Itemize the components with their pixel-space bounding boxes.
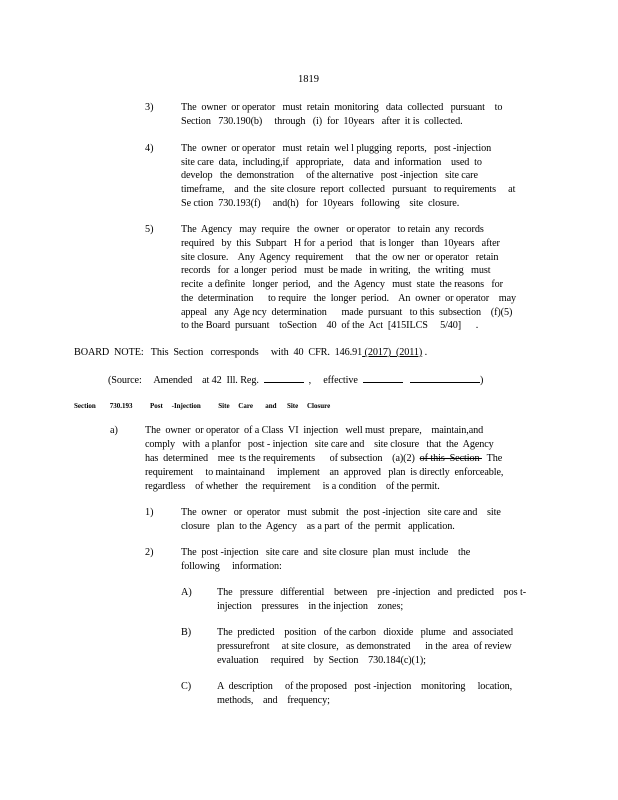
subsection-a-line: regardless of whether the requirement is a condition of the permit. [145, 481, 440, 492]
source-note: (Source: Amended at 42 Ill. Reg. , effective ) [108, 375, 484, 386]
source-blank-3 [410, 373, 480, 383]
board-note-end: . [422, 347, 428, 358]
subsection-a-line3-start: has determined mee ts the requirements of subsection (a)(2) [145, 453, 420, 464]
item-5-line: recite a definite longer period, and the Agency must state the reasons for [181, 279, 503, 290]
item-A-line: injection pressures in the injection zones; [217, 601, 404, 612]
source-close: ) [480, 375, 484, 386]
item-5-line: the determination to require the longer period. An owner or operator may [181, 293, 517, 304]
item-4-line: The owner or operator must retain wel l plugging reports, post -injection [181, 143, 492, 154]
subsection-a-line: comply with a planfor post - injection site care and site closure that the Agency [145, 439, 494, 450]
board-note-label: BOARD NOTE: [74, 347, 144, 358]
item-C-line: A description of the proposed post -injection monitoring location, [217, 681, 513, 692]
item-4-line: site care data, including,if appropriate, data and information used to [181, 157, 482, 168]
item-C-marker: C) [181, 681, 192, 692]
page-number: 1819 [298, 74, 319, 85]
item-a2-marker: 2) [145, 547, 154, 558]
item-B-line: The predicted position of the carbon dioxide plume and associated [217, 627, 514, 638]
source-effective: effective [323, 375, 358, 386]
item-5-line: The Agency may require the owner or operator to retain any records [181, 224, 484, 235]
board-note [74, 347, 427, 359]
item-4-line: develop the demonstration of the alternative post -injection site care [181, 170, 478, 181]
item-4-line: timeframe, and the site closure report collected pursuant to requirements at [181, 184, 516, 195]
item-B-marker: B) [181, 627, 192, 638]
item-A-marker: A) [181, 587, 192, 598]
item-5-line: records for a longer period must be made in writing, the writing must [181, 265, 491, 276]
subsection-a-line: requirement to maintainand implement an approved plan is directly enforceable, [145, 467, 504, 478]
item-5-line: to the Board pursuant toSection 40 of the Act [415ILCS 5/40] . [181, 320, 479, 331]
source-open: (Source: Amended at 42 Ill. Reg. [108, 375, 259, 386]
item-a1-line: closure plan to the Agency as a part of the permit application. [181, 521, 455, 532]
item-B-line: pressurefront at site closure, as demonstrated in the area of review [217, 641, 512, 652]
subsection-a-line [145, 453, 502, 465]
subsection-a-struck-text: of this Section [419, 453, 482, 464]
item-3-marker: 3) [145, 102, 154, 113]
subsection-a-marker: a) [110, 425, 118, 436]
item-C-line: methods, and frequency; [217, 695, 330, 706]
item-5-line: site closure. Any Agency requirement that the ow ner or operator retain [181, 252, 499, 263]
subsection-a-line3-end: The [481, 453, 503, 464]
item-5-line: required by this Subpart H for a period that is longer than 10years after [181, 238, 500, 249]
section-heading: Section 730.193 Post -Injection Site Care and Site Closure [74, 402, 331, 410]
subsection-a-line: The owner or operator of a Class VI injection well must prepare, maintain,and [145, 425, 484, 436]
item-A-line: The pressure differential between pre -injection and predicted pos t- [217, 587, 526, 598]
item-a2-line: following information: [181, 561, 282, 572]
source-blank-2 [363, 373, 403, 383]
item-a2-line: The post -injection site care and site closure plan must include the [181, 547, 471, 558]
item-4-marker: 4) [145, 143, 154, 154]
item-5-marker: 5) [145, 224, 154, 235]
item-3-line: Section 730.190(b) through (i) for 10years after it is collected. [181, 116, 463, 127]
board-note-insert: (2017) (2011) [362, 347, 423, 358]
board-note-text: This Section corresponds with 40 CFR. 146.91 [150, 347, 363, 358]
item-3-line: The owner or operator must retain monitoring data collected pursuant to [181, 102, 503, 113]
item-a1-line: The owner or operator must submit the post -injection site care and site [181, 507, 501, 518]
item-5-line: appeal any Age ncy determination made pursuant to this subsection (f)(5) [181, 307, 513, 318]
item-a1-marker: 1) [145, 507, 154, 518]
item-4-line: Se ction 730.193(f) and(h) for 10years following site closure. [181, 198, 460, 209]
item-B-line: evaluation required by Section 730.184(c)(1); [217, 655, 426, 666]
source-blank-1 [264, 373, 304, 383]
